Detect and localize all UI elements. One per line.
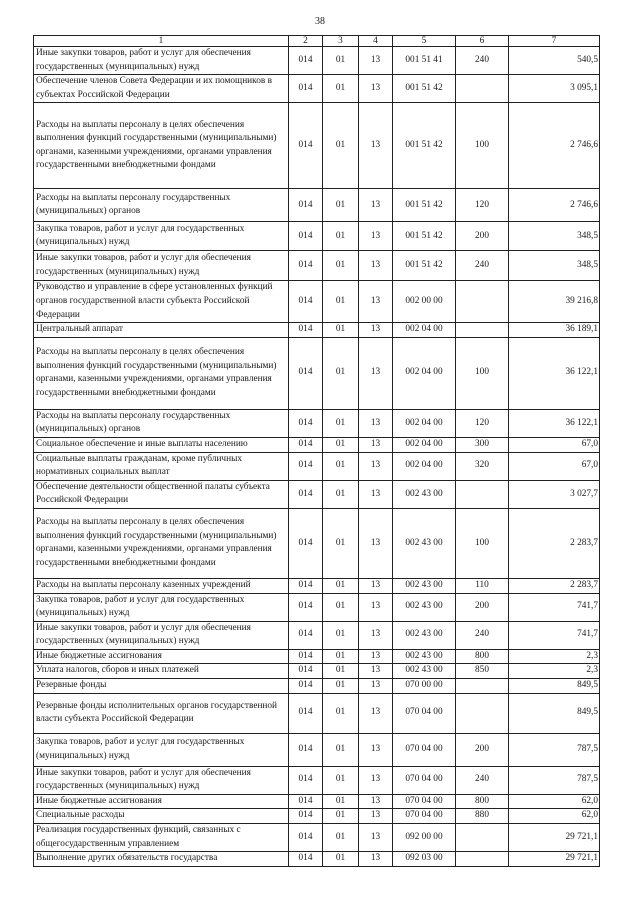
cell-subsection: 13 [359, 766, 393, 794]
table-row [34, 593, 600, 621]
cell-name: Резервные фонды [34, 679, 289, 694]
cell-ministry: 014 [289, 222, 323, 251]
table-row [34, 323, 600, 338]
cell-name: Выполнение других обязательств государства [34, 852, 289, 867]
cell-ministry: 014 [289, 852, 323, 867]
cell-name: Закупка товаров, работ и услуг для государственных (муниципальных) нужд [34, 593, 289, 621]
cell-subsection: 13 [359, 578, 393, 593]
cell-section: 01 [323, 649, 359, 664]
cell-amount: 2 283,7 [509, 578, 600, 593]
cell-section: 01 [323, 679, 359, 694]
cell-name: Социальное обеспечение и иные выплаты населению [34, 437, 289, 452]
cell-section: 01 [323, 508, 359, 578]
cell-subsection: 13 [359, 679, 393, 694]
cell-subsection: 13 [359, 809, 393, 824]
cell-expense-type: 240 [456, 621, 509, 649]
cell-subsection: 13 [359, 437, 393, 452]
cell-target-article: 002 43 00 [393, 621, 456, 649]
cell-subsection: 13 [359, 103, 393, 189]
cell-subsection: 13 [359, 824, 393, 852]
header-row [34, 36, 600, 47]
cell-subsection: 13 [359, 189, 393, 222]
cell-target-article: 001 51 42 [393, 189, 456, 222]
cell-section: 01 [323, 794, 359, 809]
cell-ministry: 014 [289, 323, 323, 338]
cell-target-article: 070 04 00 [393, 733, 456, 766]
cell-subsection: 13 [359, 508, 393, 578]
cell-section: 01 [323, 189, 359, 222]
cell-section: 01 [323, 593, 359, 621]
cell-amount: 2 746,6 [509, 103, 600, 189]
cell-amount: 67,0 [509, 437, 600, 452]
cell-expense-type [456, 323, 509, 338]
header-cell: 2 [289, 36, 323, 47]
cell-section: 01 [323, 733, 359, 766]
cell-subsection: 13 [359, 664, 393, 679]
cell-expense-type: 240 [456, 47, 509, 75]
table-row [34, 75, 600, 103]
table-row [34, 189, 600, 222]
cell-subsection: 13 [359, 337, 393, 409]
cell-name: Реализация государственных функций, связанных с общегосударственным управлением [34, 824, 289, 852]
cell-amount: 849,5 [509, 693, 600, 733]
cell-target-article: 070 00 00 [393, 679, 456, 694]
cell-name: Иные закупки товаров, работ и услуг для обеспечения государственных (муниципальных) нужд [34, 251, 289, 281]
cell-target-article: 002 04 00 [393, 323, 456, 338]
cell-subsection: 13 [359, 251, 393, 281]
cell-amount: 2 283,7 [509, 508, 600, 578]
table-row [34, 337, 600, 409]
cell-expense-type: 110 [456, 578, 509, 593]
cell-subsection: 13 [359, 593, 393, 621]
cell-section: 01 [323, 437, 359, 452]
cell-name: Расходы на выплаты персоналу государственных (муниципальных) органов [34, 189, 289, 222]
cell-target-article: 002 00 00 [393, 281, 456, 323]
cell-section: 01 [323, 222, 359, 251]
cell-section: 01 [323, 281, 359, 323]
table-row [34, 251, 600, 281]
cell-expense-type: 120 [456, 409, 509, 437]
cell-target-article: 002 43 00 [393, 664, 456, 679]
header-cell: 3 [323, 36, 359, 47]
cell-subsection: 13 [359, 852, 393, 867]
cell-ministry: 014 [289, 578, 323, 593]
table-row [34, 281, 600, 323]
table-row [34, 649, 600, 664]
cell-ministry: 014 [289, 693, 323, 733]
cell-target-article: 001 51 41 [393, 47, 456, 75]
cell-subsection: 13 [359, 480, 393, 508]
cell-amount: 62,0 [509, 794, 600, 809]
cell-amount: 29 721,1 [509, 824, 600, 852]
cell-section: 01 [323, 693, 359, 733]
cell-name: Иные закупки товаров, работ и услуг для обеспечения государственных (муниципальных) нужд [34, 621, 289, 649]
cell-target-article: 001 51 42 [393, 75, 456, 103]
cell-name: Специальные расходы [34, 809, 289, 824]
cell-name: Расходы на выплаты персоналу государственных (муниципальных) органов [34, 409, 289, 437]
cell-target-article: 070 04 00 [393, 809, 456, 824]
cell-target-article: 070 04 00 [393, 766, 456, 794]
cell-subsection: 13 [359, 621, 393, 649]
table-row [34, 824, 600, 852]
table-row [34, 578, 600, 593]
cell-section: 01 [323, 578, 359, 593]
table-row [34, 693, 600, 733]
budget-table [33, 35, 600, 867]
cell-target-article: 002 04 00 [393, 437, 456, 452]
cell-ministry: 014 [289, 281, 323, 323]
cell-amount: 36 189,1 [509, 323, 600, 338]
cell-expense-type: 240 [456, 251, 509, 281]
cell-expense-type: 100 [456, 103, 509, 189]
cell-target-article: 070 04 00 [393, 794, 456, 809]
cell-ministry: 014 [289, 75, 323, 103]
cell-target-article: 002 04 00 [393, 409, 456, 437]
cell-amount: 36 122,1 [509, 409, 600, 437]
cell-name: Резервные фонды исполнительных органов государственной власти субъекта Российской Федерации [34, 693, 289, 733]
cell-ministry: 014 [289, 593, 323, 621]
table-row [34, 766, 600, 794]
cell-expense-type [456, 693, 509, 733]
cell-ministry: 014 [289, 679, 323, 694]
cell-ministry: 014 [289, 47, 323, 75]
cell-target-article: 002 43 00 [393, 480, 456, 508]
header-cell: 7 [509, 36, 600, 47]
table-row [34, 809, 600, 824]
cell-amount: 849,5 [509, 679, 600, 694]
cell-expense-type: 800 [456, 649, 509, 664]
cell-ministry: 014 [289, 508, 323, 578]
cell-amount: 3 027,7 [509, 480, 600, 508]
cell-subsection: 13 [359, 794, 393, 809]
table-row [34, 452, 600, 480]
cell-section: 01 [323, 852, 359, 867]
cell-amount: 2,3 [509, 649, 600, 664]
cell-name: Иные закупки товаров, работ и услуг для обеспечения государственных (муниципальных) нужд [34, 766, 289, 794]
cell-section: 01 [323, 251, 359, 281]
cell-ministry: 014 [289, 824, 323, 852]
cell-subsection: 13 [359, 409, 393, 437]
cell-name: Обеспечение членов Совета Федерации и их помощников в субъектах Российской Федерации [34, 75, 289, 103]
cell-expense-type [456, 281, 509, 323]
cell-amount: 540,5 [509, 47, 600, 75]
table-row [34, 621, 600, 649]
cell-section: 01 [323, 824, 359, 852]
cell-amount: 62,0 [509, 809, 600, 824]
cell-section: 01 [323, 452, 359, 480]
cell-subsection: 13 [359, 222, 393, 251]
cell-amount: 39 216,8 [509, 281, 600, 323]
cell-expense-type: 300 [456, 437, 509, 452]
cell-amount: 787,5 [509, 733, 600, 766]
cell-ministry: 014 [289, 103, 323, 189]
cell-section: 01 [323, 809, 359, 824]
cell-amount: 29 721,1 [509, 852, 600, 867]
cell-amount: 348,5 [509, 222, 600, 251]
cell-ministry: 014 [289, 409, 323, 437]
cell-name: Уплата налогов, сборов и иных платежей [34, 664, 289, 679]
cell-ministry: 014 [289, 649, 323, 664]
table-row [34, 437, 600, 452]
cell-expense-type: 200 [456, 733, 509, 766]
cell-amount: 741,7 [509, 621, 600, 649]
table-row [34, 664, 600, 679]
cell-name: Иные бюджетные ассигнования [34, 649, 289, 664]
cell-target-article: 001 51 42 [393, 251, 456, 281]
cell-amount: 787,5 [509, 766, 600, 794]
cell-amount: 3 095,1 [509, 75, 600, 103]
cell-ministry: 014 [289, 251, 323, 281]
cell-expense-type: 100 [456, 337, 509, 409]
header-cell: 5 [393, 36, 456, 47]
cell-subsection: 13 [359, 281, 393, 323]
cell-section: 01 [323, 47, 359, 75]
cell-section: 01 [323, 664, 359, 679]
cell-expense-type [456, 852, 509, 867]
table-row [34, 103, 600, 189]
cell-name: Социальные выплаты гражданам, кроме публичных нормативных социальных выплат [34, 452, 289, 480]
cell-name: Закупка товаров, работ и услуг для государственных (муниципальных) нужд [34, 733, 289, 766]
page-number: 38 [315, 16, 325, 27]
cell-subsection: 13 [359, 47, 393, 75]
table-row [34, 222, 600, 251]
cell-expense-type: 880 [456, 809, 509, 824]
cell-ministry: 014 [289, 480, 323, 508]
cell-ministry: 014 [289, 437, 323, 452]
cell-amount: 348,5 [509, 251, 600, 281]
cell-amount: 2,3 [509, 664, 600, 679]
cell-name: Расходы на выплаты персоналу казенных учреждений [34, 578, 289, 593]
cell-subsection: 13 [359, 452, 393, 480]
cell-subsection: 13 [359, 75, 393, 103]
cell-expense-type: 240 [456, 766, 509, 794]
cell-target-article: 002 43 00 [393, 649, 456, 664]
cell-amount: 741,7 [509, 593, 600, 621]
cell-name: Иные закупки товаров, работ и услуг для обеспечения государственных (муниципальных) нужд [34, 47, 289, 75]
cell-subsection: 13 [359, 323, 393, 338]
cell-section: 01 [323, 103, 359, 189]
cell-amount: 36 122,1 [509, 337, 600, 409]
table-row [34, 679, 600, 694]
table-row [34, 508, 600, 578]
cell-target-article: 002 04 00 [393, 452, 456, 480]
cell-section: 01 [323, 766, 359, 794]
cell-expense-type [456, 824, 509, 852]
cell-section: 01 [323, 75, 359, 103]
cell-name: Центральный аппарат [34, 323, 289, 338]
header-cell: 1 [34, 36, 289, 47]
cell-ministry: 014 [289, 794, 323, 809]
cell-expense-type: 800 [456, 794, 509, 809]
cell-section: 01 [323, 480, 359, 508]
cell-ministry: 014 [289, 766, 323, 794]
cell-section: 01 [323, 621, 359, 649]
header-cell: 6 [456, 36, 509, 47]
cell-amount: 67,0 [509, 452, 600, 480]
cell-name: Руководство и управление в сфере установленных функций органов государственной власти субъекта Российской Федерации [34, 281, 289, 323]
cell-target-article: 070 04 00 [393, 693, 456, 733]
table-row [34, 409, 600, 437]
cell-expense-type [456, 75, 509, 103]
cell-name: Обеспечение деятельности общественной палаты субъекта Российской Федерации [34, 480, 289, 508]
cell-expense-type: 200 [456, 593, 509, 621]
cell-target-article: 001 51 42 [393, 222, 456, 251]
cell-subsection: 13 [359, 693, 393, 733]
cell-name: Закупка товаров, работ и услуг для государственных (муниципальных) нужд [34, 222, 289, 251]
cell-target-article: 002 43 00 [393, 508, 456, 578]
cell-name: Расходы на выплаты персоналу в целях обеспечения выполнения функций государственными (муниципальными) органами, казенными учреждениями, органами управления государственными внебюджетными фондами [34, 508, 289, 578]
cell-target-article: 002 43 00 [393, 578, 456, 593]
cell-target-article: 002 04 00 [393, 337, 456, 409]
cell-expense-type: 100 [456, 508, 509, 578]
cell-expense-type: 200 [456, 222, 509, 251]
cell-expense-type: 320 [456, 452, 509, 480]
cell-section: 01 [323, 337, 359, 409]
cell-target-article: 092 00 00 [393, 824, 456, 852]
cell-expense-type: 120 [456, 189, 509, 222]
cell-subsection: 13 [359, 733, 393, 766]
cell-ministry: 014 [289, 733, 323, 766]
cell-target-article: 001 51 42 [393, 103, 456, 189]
cell-ministry: 014 [289, 621, 323, 649]
table-row [34, 480, 600, 508]
cell-name: Расходы на выплаты персоналу в целях обеспечения выполнения функций государственными (муниципальными) органами, казенными учреждениями, органами управления государственными внебюджетными фондами [34, 337, 289, 409]
cell-ministry: 014 [289, 337, 323, 409]
cell-subsection: 13 [359, 649, 393, 664]
cell-name: Иные бюджетные ассигнования [34, 794, 289, 809]
cell-target-article: 092 03 00 [393, 852, 456, 867]
cell-amount: 2 746,6 [509, 189, 600, 222]
table-row [34, 733, 600, 766]
cell-expense-type [456, 480, 509, 508]
cell-ministry: 014 [289, 452, 323, 480]
header-cell: 4 [359, 36, 393, 47]
cell-section: 01 [323, 323, 359, 338]
cell-name: Расходы на выплаты персоналу в целях обеспечения выполнения функций государственными (муниципальными) органами, казенными учреждениями, органами управления государственными внебюджетными фондами [34, 103, 289, 189]
cell-expense-type [456, 679, 509, 694]
cell-ministry: 014 [289, 664, 323, 679]
table-row [34, 852, 600, 867]
table-row [34, 794, 600, 809]
cell-expense-type: 850 [456, 664, 509, 679]
cell-ministry: 014 [289, 809, 323, 824]
cell-target-article: 002 43 00 [393, 593, 456, 621]
cell-section: 01 [323, 409, 359, 437]
table-row [34, 47, 600, 75]
cell-ministry: 014 [289, 189, 323, 222]
